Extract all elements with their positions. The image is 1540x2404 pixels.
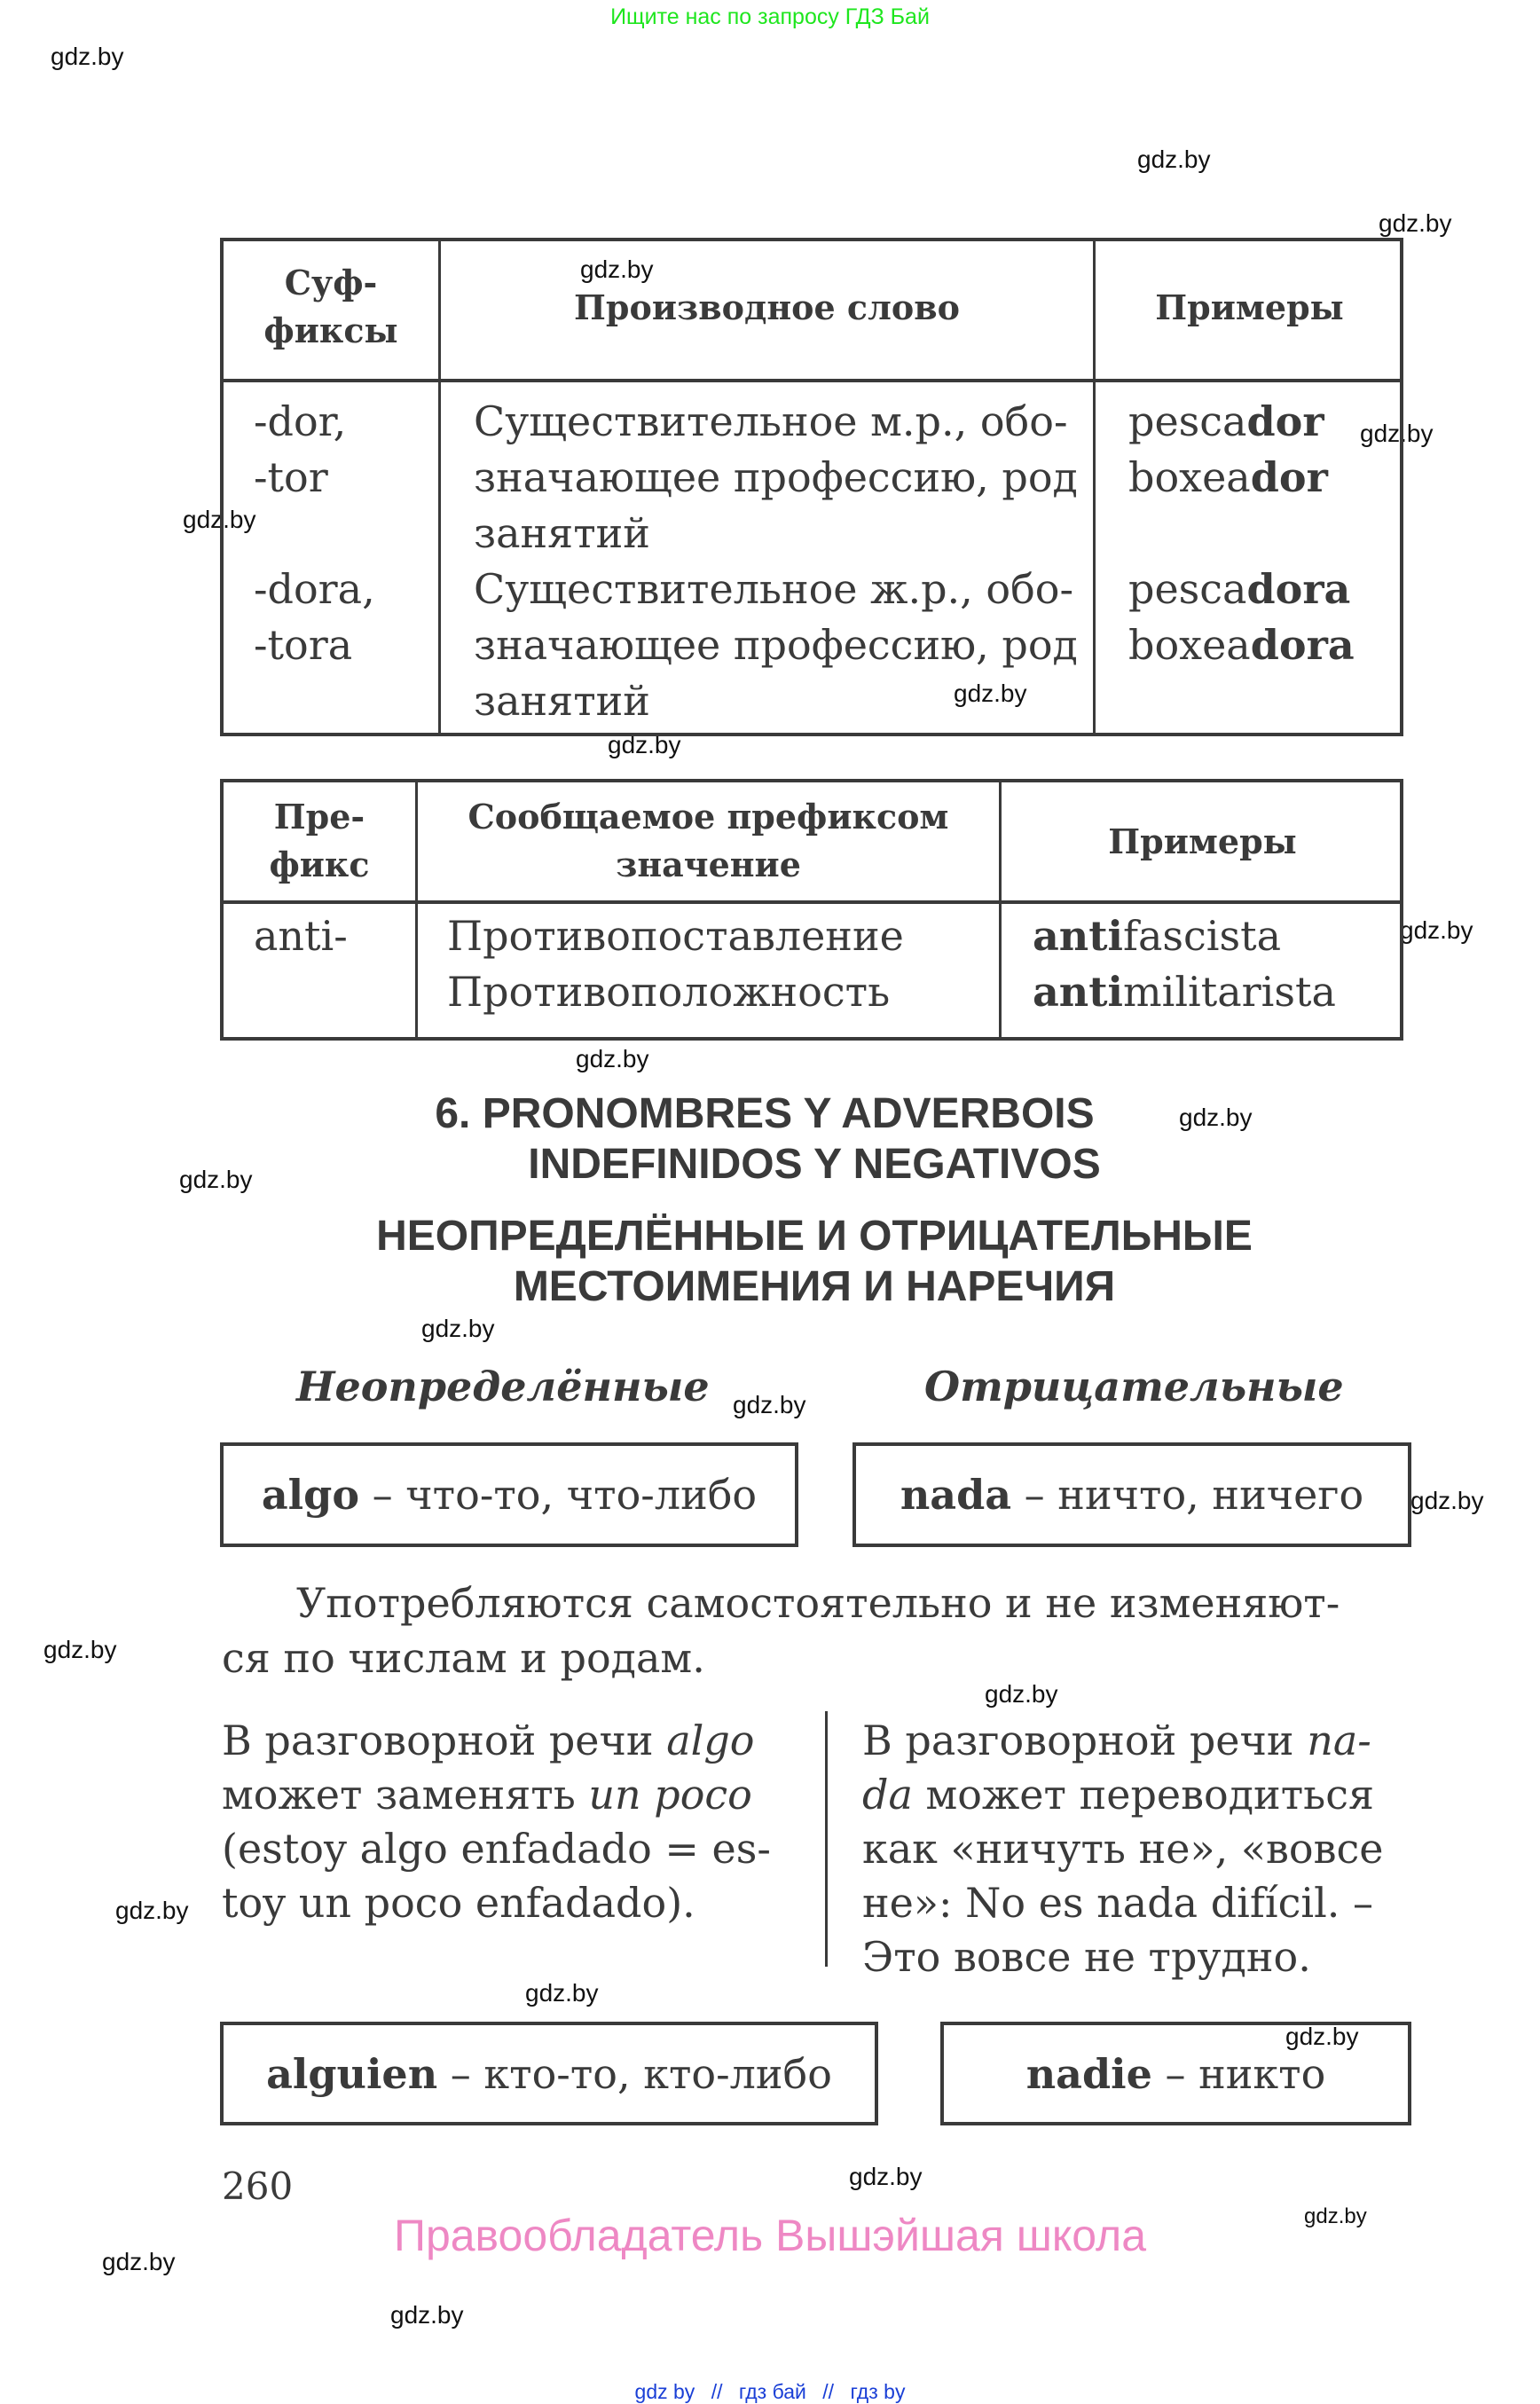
example-word: pescador [1128, 397, 1324, 445]
subhead-negative: Отрицательные [924, 1363, 1344, 1410]
suffix-cell: -dor, -tor [254, 397, 347, 501]
watermark: gdz.by [1285, 2023, 1359, 2050]
section-title-es-line2: INDEFINIDOS Y NEGATIVOS [528, 1141, 1101, 1188]
definition-box-nadie: nadie – никто [940, 2022, 1411, 2125]
watermark: gdz.by [525, 1979, 599, 2007]
footer-link[interactable]: гдз by [850, 2380, 906, 2403]
definition-box-nada: nada – ничто, ничего [852, 1442, 1411, 1547]
watermark: gdz.by [849, 2163, 923, 2190]
watermark: gdz.by [1179, 1104, 1253, 1131]
watermark: gdz.by [1304, 2204, 1367, 2228]
note-algo: В разговорной речи algo может заменять un poco (estoy algo enfadado = es- toy un poco enfadado). [222, 1717, 771, 1927]
note-nada: В разговорной речи na- da может переводиться как «ничуть не», «вовсе не»: No es nada difícil. – Это вовсе не трудно. [862, 1717, 1384, 1981]
watermark: gdz.by [1410, 1487, 1484, 1514]
example-word: boxeadora [1128, 621, 1355, 669]
watermark: gdz.by [51, 43, 124, 70]
description-cell: Существительное ж.р., обо- значающее профессию, род занятий [474, 565, 1078, 725]
header-examples: Примеры [1155, 287, 1344, 327]
section-title-es-line1: 6. PRONOMBRES Y ADVERBOIS [435, 1090, 1095, 1137]
header-meaning: Сообщаемое префиксом значение [468, 797, 949, 884]
search-banner: Ищите нас по запросу ГДЗ Бай [610, 4, 930, 29]
example-word: antimilitarista [1033, 968, 1336, 1016]
column-divider-line [825, 1711, 828, 1967]
suffix-table [220, 238, 1403, 736]
example-word: antifascista [1033, 912, 1282, 960]
watermark: gdz.by [115, 1897, 189, 1924]
rights-holder: Правообладатель Вышэйшая школа [394, 2211, 1146, 2260]
suffix-cell: -dora, -tora [254, 565, 375, 669]
footer-links [0, 2379, 1540, 2404]
watermark: gdz.by [576, 1045, 649, 1072]
examples-cell [1033, 908, 1336, 1020]
footer-link[interactable]: gdz by [634, 2380, 695, 2403]
watermark: gdz.by [1400, 916, 1473, 944]
watermark: gdz.by [733, 1391, 806, 1418]
header-derived-word: Производное слово [574, 287, 960, 327]
header-suffixes: Суф- фиксы [263, 263, 398, 350]
prefix-cell: anti- [254, 912, 348, 960]
watermark: gdz.by [985, 1680, 1058, 1708]
watermark: gdz.by [1379, 209, 1452, 237]
header-divider [224, 379, 1400, 382]
watermark: gdz.by [179, 1166, 253, 1193]
watermark: gdz.by [421, 1315, 495, 1342]
examples-cell [1128, 394, 1328, 506]
footer-separator: // [822, 2380, 835, 2403]
meaning-cell: Противопоставление Противоположность [447, 912, 904, 1016]
watermark: gdz.by [183, 506, 256, 533]
header-prefix: Пре- фикс [269, 797, 370, 884]
watermark: gdz.by [1360, 420, 1434, 447]
watermark: gdz.by [390, 2301, 464, 2329]
footer-link[interactable]: гдз бай [738, 2380, 806, 2403]
section-title-ru-line1: НЕОПРЕДЕЛЁННЫЕ И ОТРИЦАТЕЛЬНЫЕ [376, 1213, 1253, 1260]
watermark: gdz.by [102, 2248, 176, 2275]
example-word: boxeador [1128, 453, 1328, 501]
watermark: gdz.by [608, 731, 681, 758]
definition-box-alguien: alguien – кто-то, кто-либо [220, 2022, 878, 2125]
examples-cell [1128, 562, 1355, 673]
footer-separator: // [711, 2380, 723, 2403]
section-title-ru-line2: МЕСТОИМЕНИЯ И НАРЕЧИЯ [513, 1263, 1116, 1310]
watermark: gdz.by [580, 255, 654, 283]
usage-paragraph: Употребляются самостоятельно и не изменяют- ся по числам и родам. [222, 1579, 1340, 1682]
header-divider [224, 900, 1400, 904]
watermark: gdz.by [43, 1636, 117, 1663]
header-examples: Примеры [1108, 821, 1297, 861]
page-number: 260 [222, 2164, 294, 2208]
example-word: pescadora [1128, 565, 1351, 613]
watermark: gdz.by [1137, 145, 1211, 173]
watermark: gdz.by [954, 680, 1027, 707]
definition-box-algo: algo – что-то, что-либо [220, 1442, 798, 1547]
description-cell: Существительное м.р., обо- значающее профессию, род занятий [474, 397, 1078, 557]
subhead-indefinite: Неопределённые [296, 1363, 710, 1410]
prefix-table [220, 779, 1403, 1041]
